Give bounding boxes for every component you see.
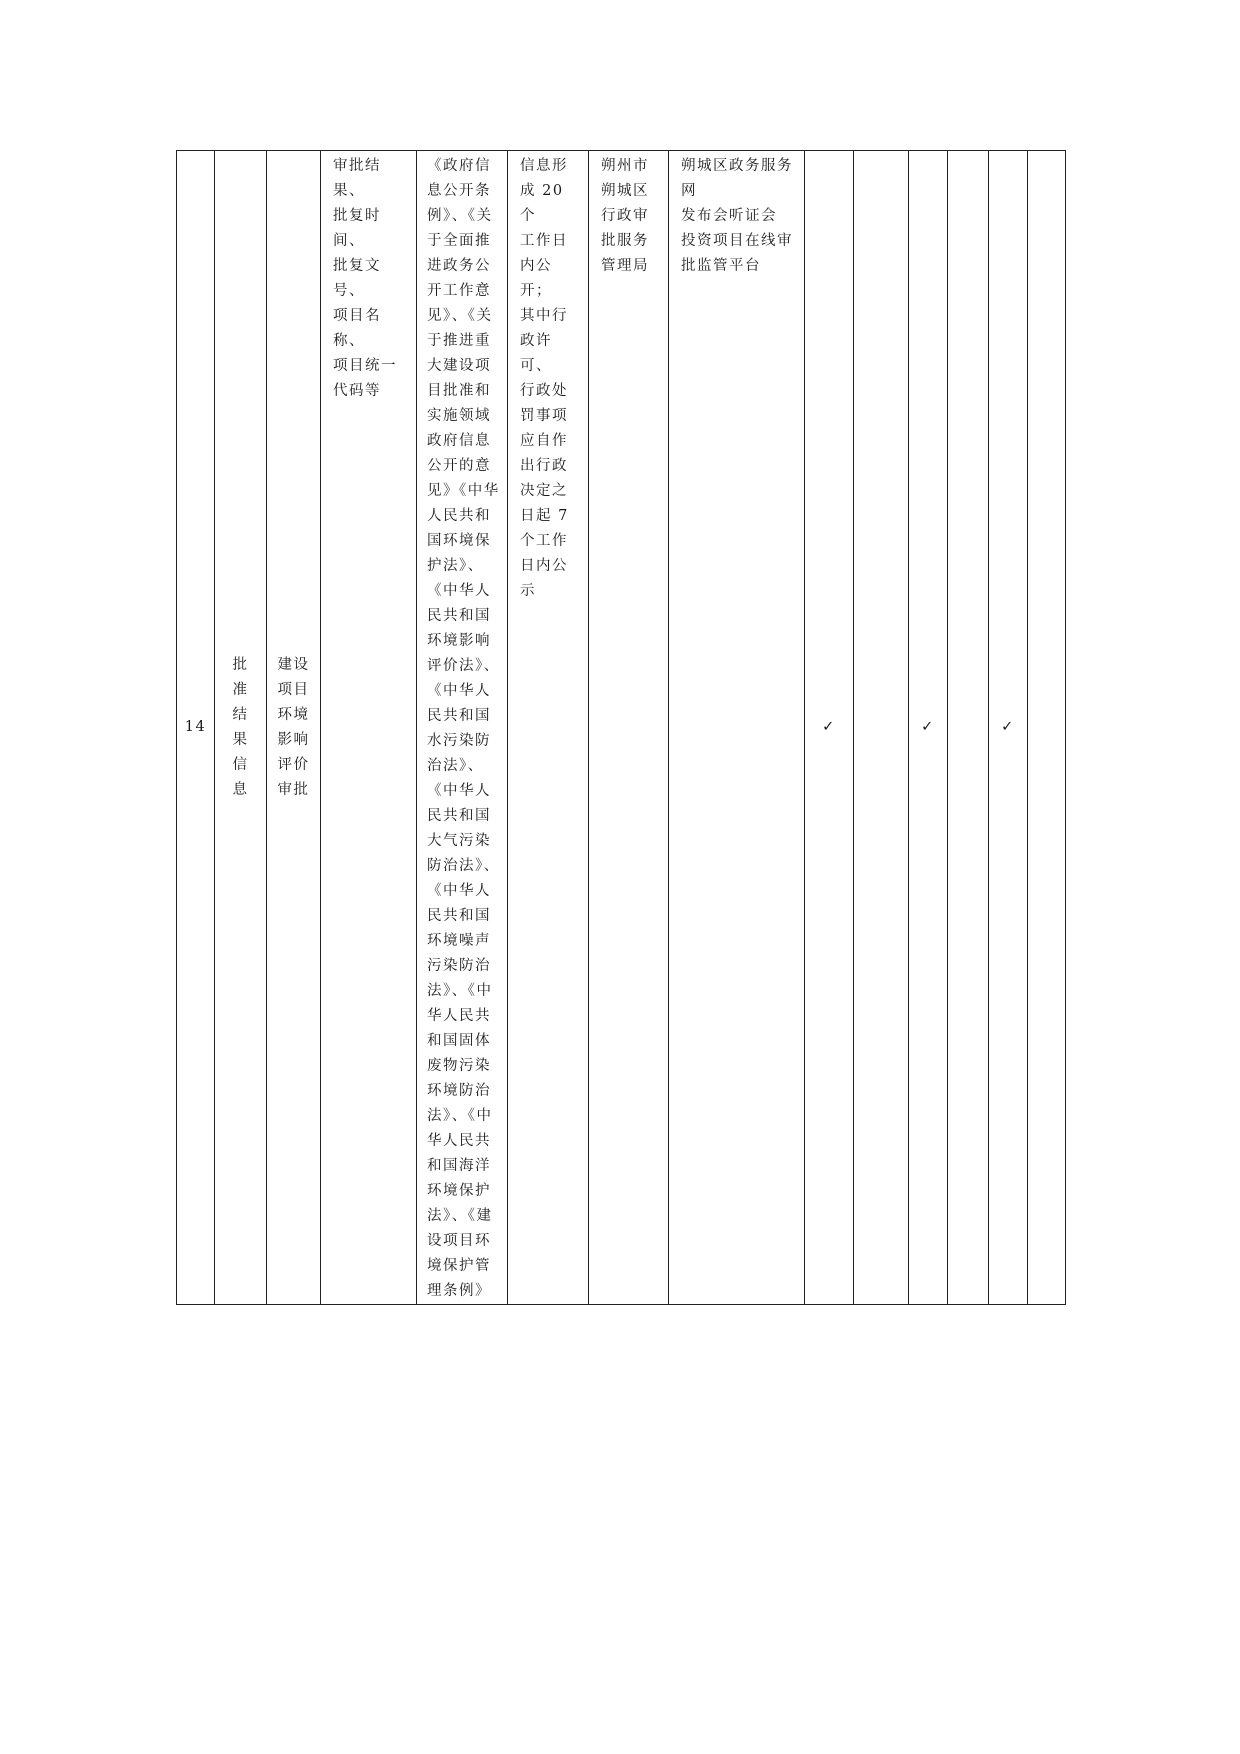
check-cell-6 — [1028, 151, 1066, 1305]
check-cell-5 — [989, 151, 1028, 1305]
item-cell — [267, 151, 321, 1305]
table-row — [177, 151, 1066, 1305]
category-text: 批 准 结 果 信 息 — [232, 656, 249, 798]
check-cell-2 — [854, 151, 909, 1305]
content-cell — [321, 151, 417, 1305]
check-mark-5: ✓ — [1001, 719, 1015, 735]
basis-text: 《政府信 息公开条 例》、《关 于全面推 进政务公 开工作意 见》、《关 于推进重 大建设项 目批准和 实施领域 政府信息 公开的意 见》《中华 人民共和 国环境保 护法》、 《中华人 民共和国 环境影响 评价法》、 《中华人 民共和国 水污染防 治法》、 《中华人 民共和国 大气污染 防治法》、 《中华人 民共和国 环境噪声 污染防治 法》、《中 华人民共 和国固体 废物污染 环境防治 法》、《中 华人民共 和国海洋 环境保护 法》、《建 设项目环 境保护管 理条例》 — [427, 158, 500, 1299]
subject-cell — [589, 151, 669, 1305]
check-mark-3: ✓ — [921, 719, 935, 735]
channel-cell — [669, 151, 805, 1305]
check-cell-4 — [948, 151, 989, 1305]
timeframe-cell — [508, 151, 589, 1305]
row-number: 14 — [184, 719, 207, 735]
check-cell-3 — [909, 151, 948, 1305]
timeframe-text: 信息形 成 20 个 工作日 内公开； 其中行 政许可、 行政处 罚事项 应自作 出行政 决定之 日起 7 个工作 日内公 示 — [520, 158, 569, 599]
check-cell-1 — [805, 151, 854, 1305]
item-text: 建设 项目 环境 影响 评价 审批 — [277, 656, 310, 798]
basis-cell — [417, 151, 508, 1305]
channel-text: 朔城区政务服务 网 发布会听证会 投资项目在线审 批监管平台 — [681, 158, 793, 274]
subject-text: 朔州市 朔城区 行政审 批服务 管理局 — [601, 158, 649, 274]
category-cell — [215, 151, 267, 1305]
check-mark-1: ✓ — [822, 719, 836, 735]
content-text: 审批结果、 批复时间、 批复文号、 项目名称、 项目统一 代码等 — [333, 158, 397, 399]
row-number-cell — [177, 151, 215, 1305]
disclosure-table — [176, 150, 1066, 1305]
